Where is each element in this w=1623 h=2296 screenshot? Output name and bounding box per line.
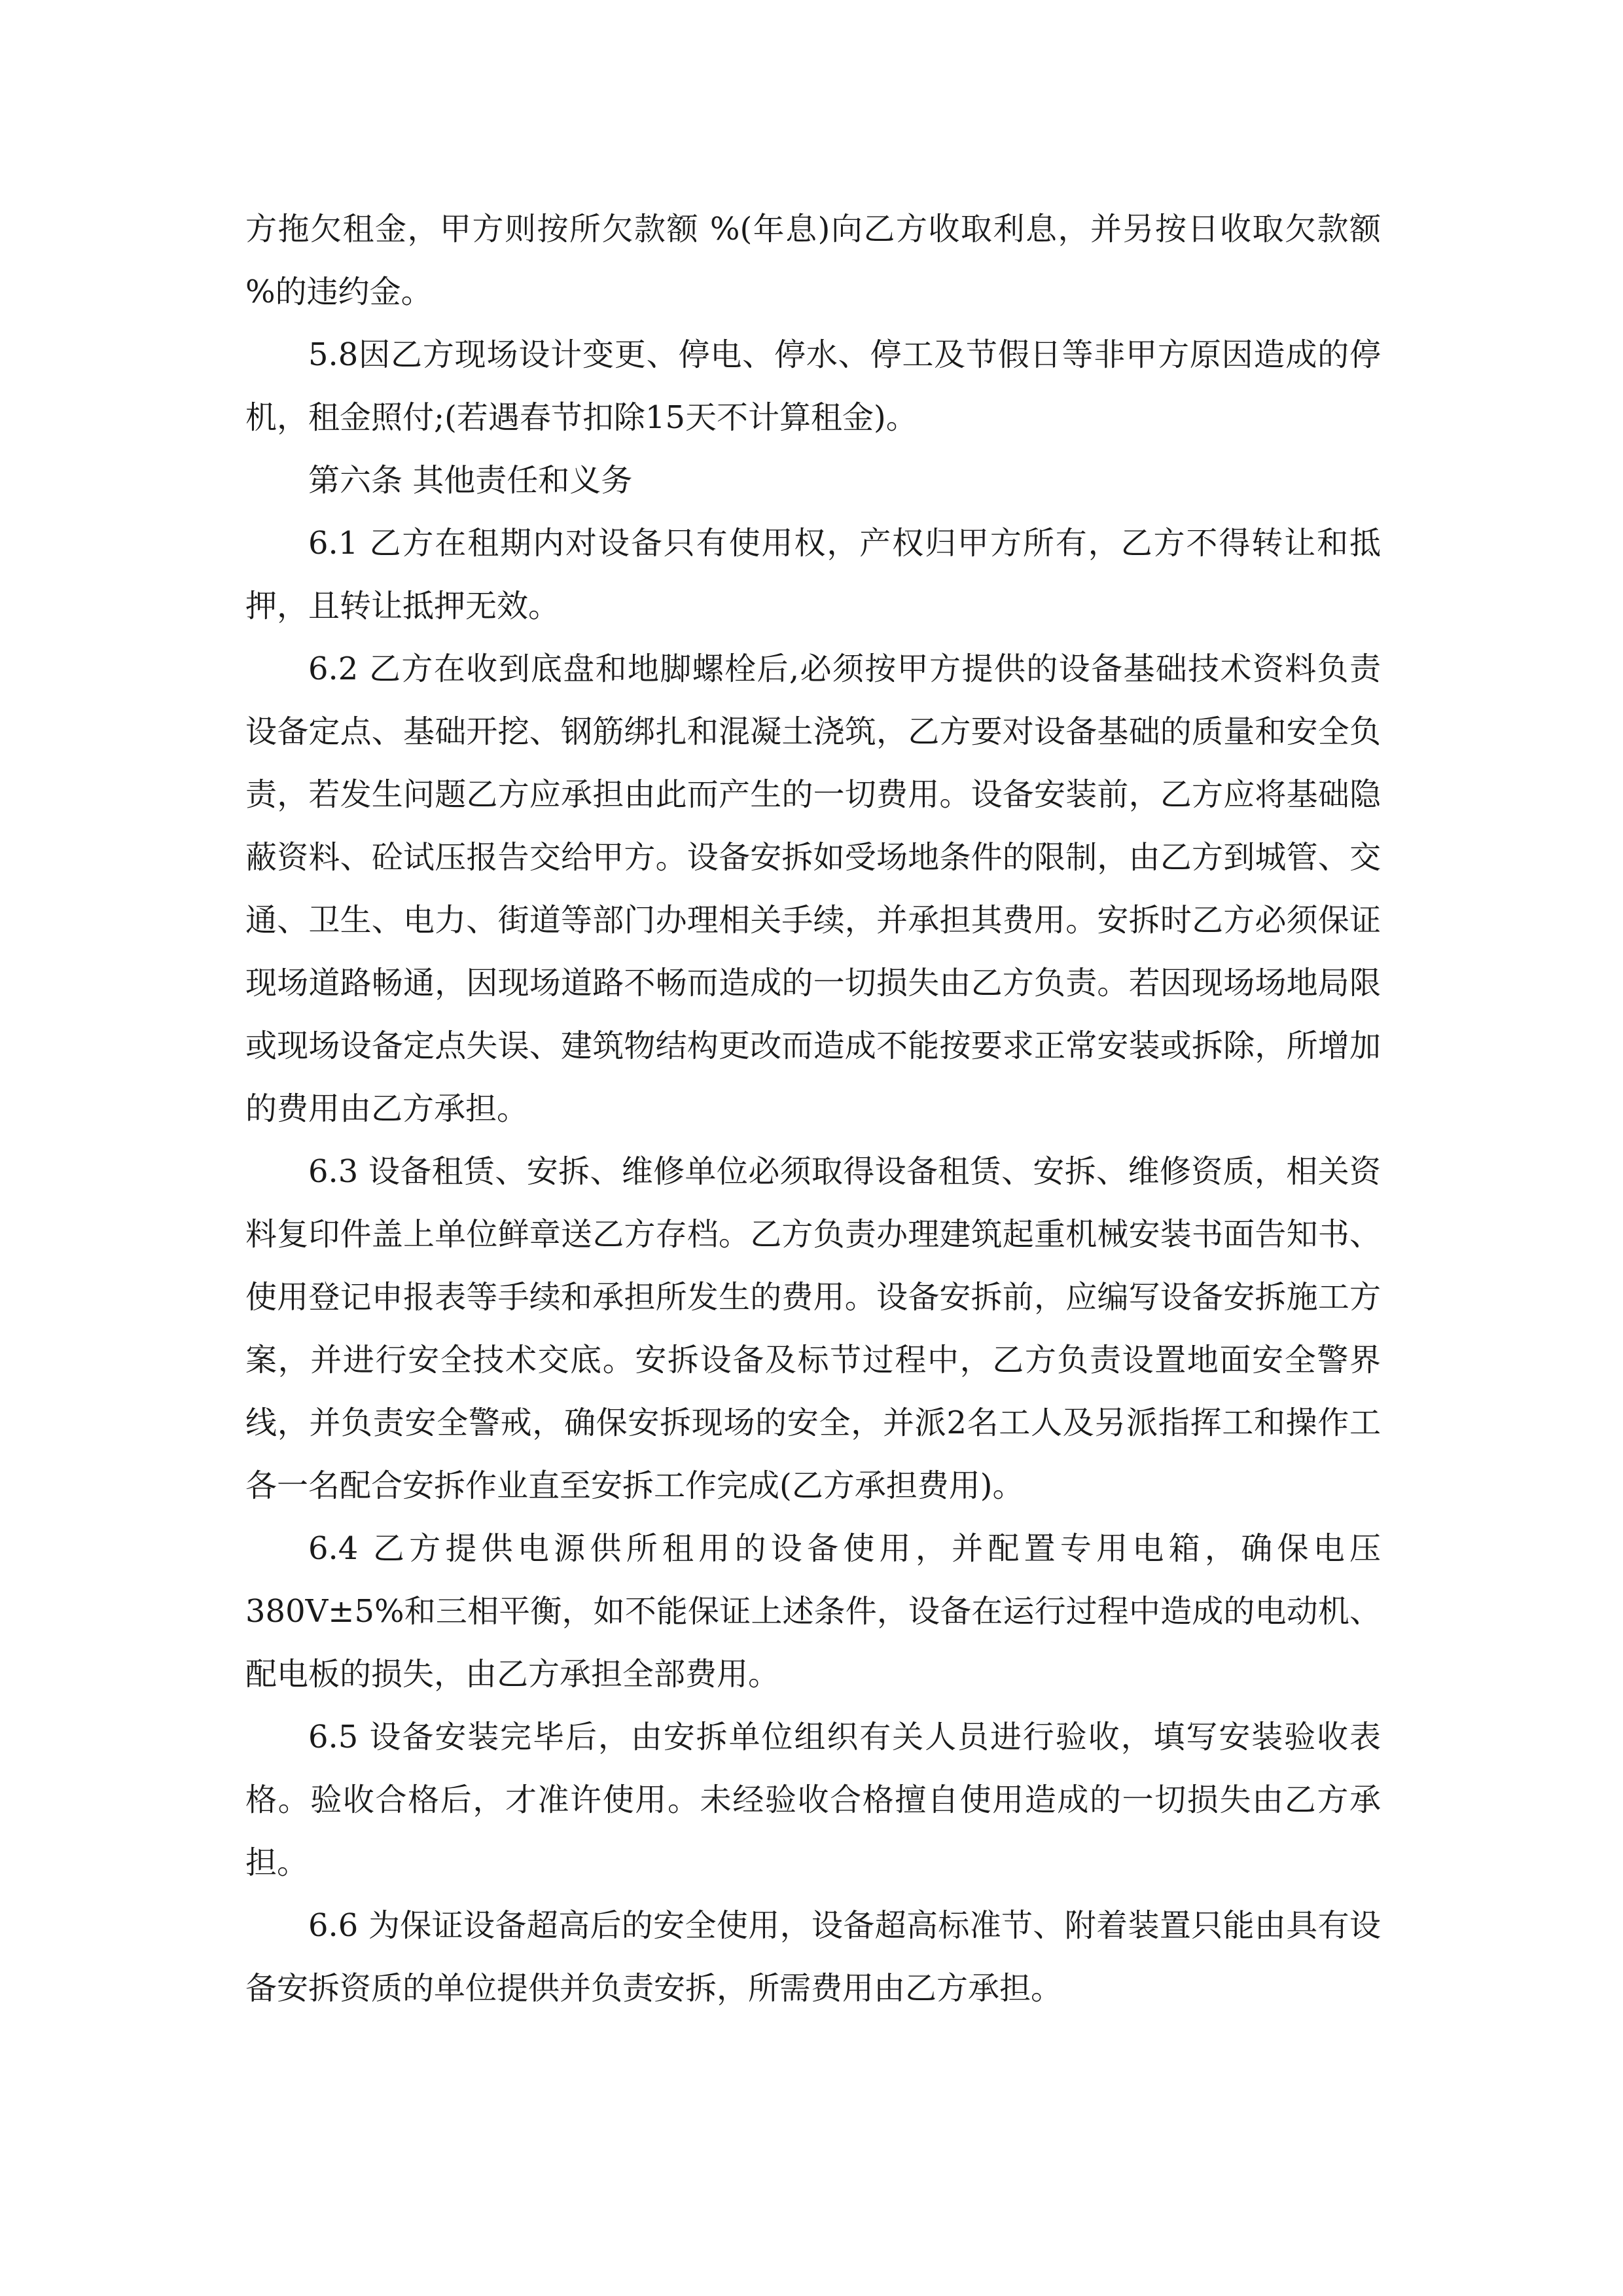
section-heading-article-6: 第六条 其他责任和义务	[308, 462, 633, 499]
paragraph-6-5: 6.5 设备安装完毕后，由安拆单位组织有关人员进行验收，填写安装验收表格。验收合格后，才准许使用。未经验收合格擅自使用造成的一切损失由乙方承担。	[245, 1719, 1381, 1881]
document-body	[245, 198, 1381, 2020]
paragraph-6-3: 6.3 设备租赁、安拆、维修单位必须取得设备租赁、安拆、维修资质，相关资料复印件盖上单位鲜章送乙方存档。乙方负责办理建筑起重机械安装书面告知书、使用登记申报表等手续和承担所发生的费用。设备安拆前，应编写设备安拆施工方案，并进行安全技术交底。安拆设备及标节过程中，乙方负责设置地面安全警界线，并负责安全警戒，确保安拆现场的安全，并派2名工人及另派指挥工和操作工各一名配合安拆作业直至安拆工作完成(乙方承担费用)。	[245, 1153, 1381, 1504]
paragraph-6-6: 6.6 为保证设备超高后的安全使用，设备超高标准节、附着装置只能由具有设备安拆资质的单位提供并负责安拆，所需费用由乙方承担。	[245, 1907, 1381, 2007]
paragraph-6-1: 6.1 乙方在租期内对设备只有使用权，产权归甲方所有，乙方不得转让和抵押，且转让抵押无效。	[245, 525, 1381, 624]
paragraph-5-8: 5.8因乙方现场设计变更、停电、停水、停工及节假日等非甲方原因造成的停机，租金照付;(若遇春节扣除15天不计算租金)。	[245, 336, 1381, 436]
paragraph-6-4: 6.4 乙方提供电源供所租用的设备使用，并配置专用电箱，确保电压380V±5%和三相平衡，如不能保证上述条件，设备在运行过程中造成的电动机、配电板的损失，由乙方承担全部费用。	[245, 1530, 1381, 1693]
paragraph-penalty-continuation: 方拖欠租金，甲方则按所欠款额 %(年息)向乙方收取利息，并另按日收取欠款额 %的违约金。	[245, 211, 1381, 310]
paragraph-6-2: 6.2 乙方在收到底盘和地脚螺栓后,必须按甲方提供的设备基础技术资料负责设备定点、基础开挖、钢筋绑扎和混凝土浇筑，乙方要对设备基础的质量和安全负责，若发生问题乙方应承担由此而产生的一切费用。设备安装前，乙方应将基础隐蔽资料、砼试压报告交给甲方。设备安拆如受场地条件的限制，由乙方到城管、交通、卫生、电力、街道等部门办理相关手续，并承担其费用。安拆时乙方必须保证现场道路畅通，因现场道路不畅而造成的一切损失由乙方负责。若因现场场地局限或现场设备定点失误、建筑物结构更改而造成不能按要求正常安装或拆除，所增加的费用由乙方承担。	[245, 651, 1381, 1127]
